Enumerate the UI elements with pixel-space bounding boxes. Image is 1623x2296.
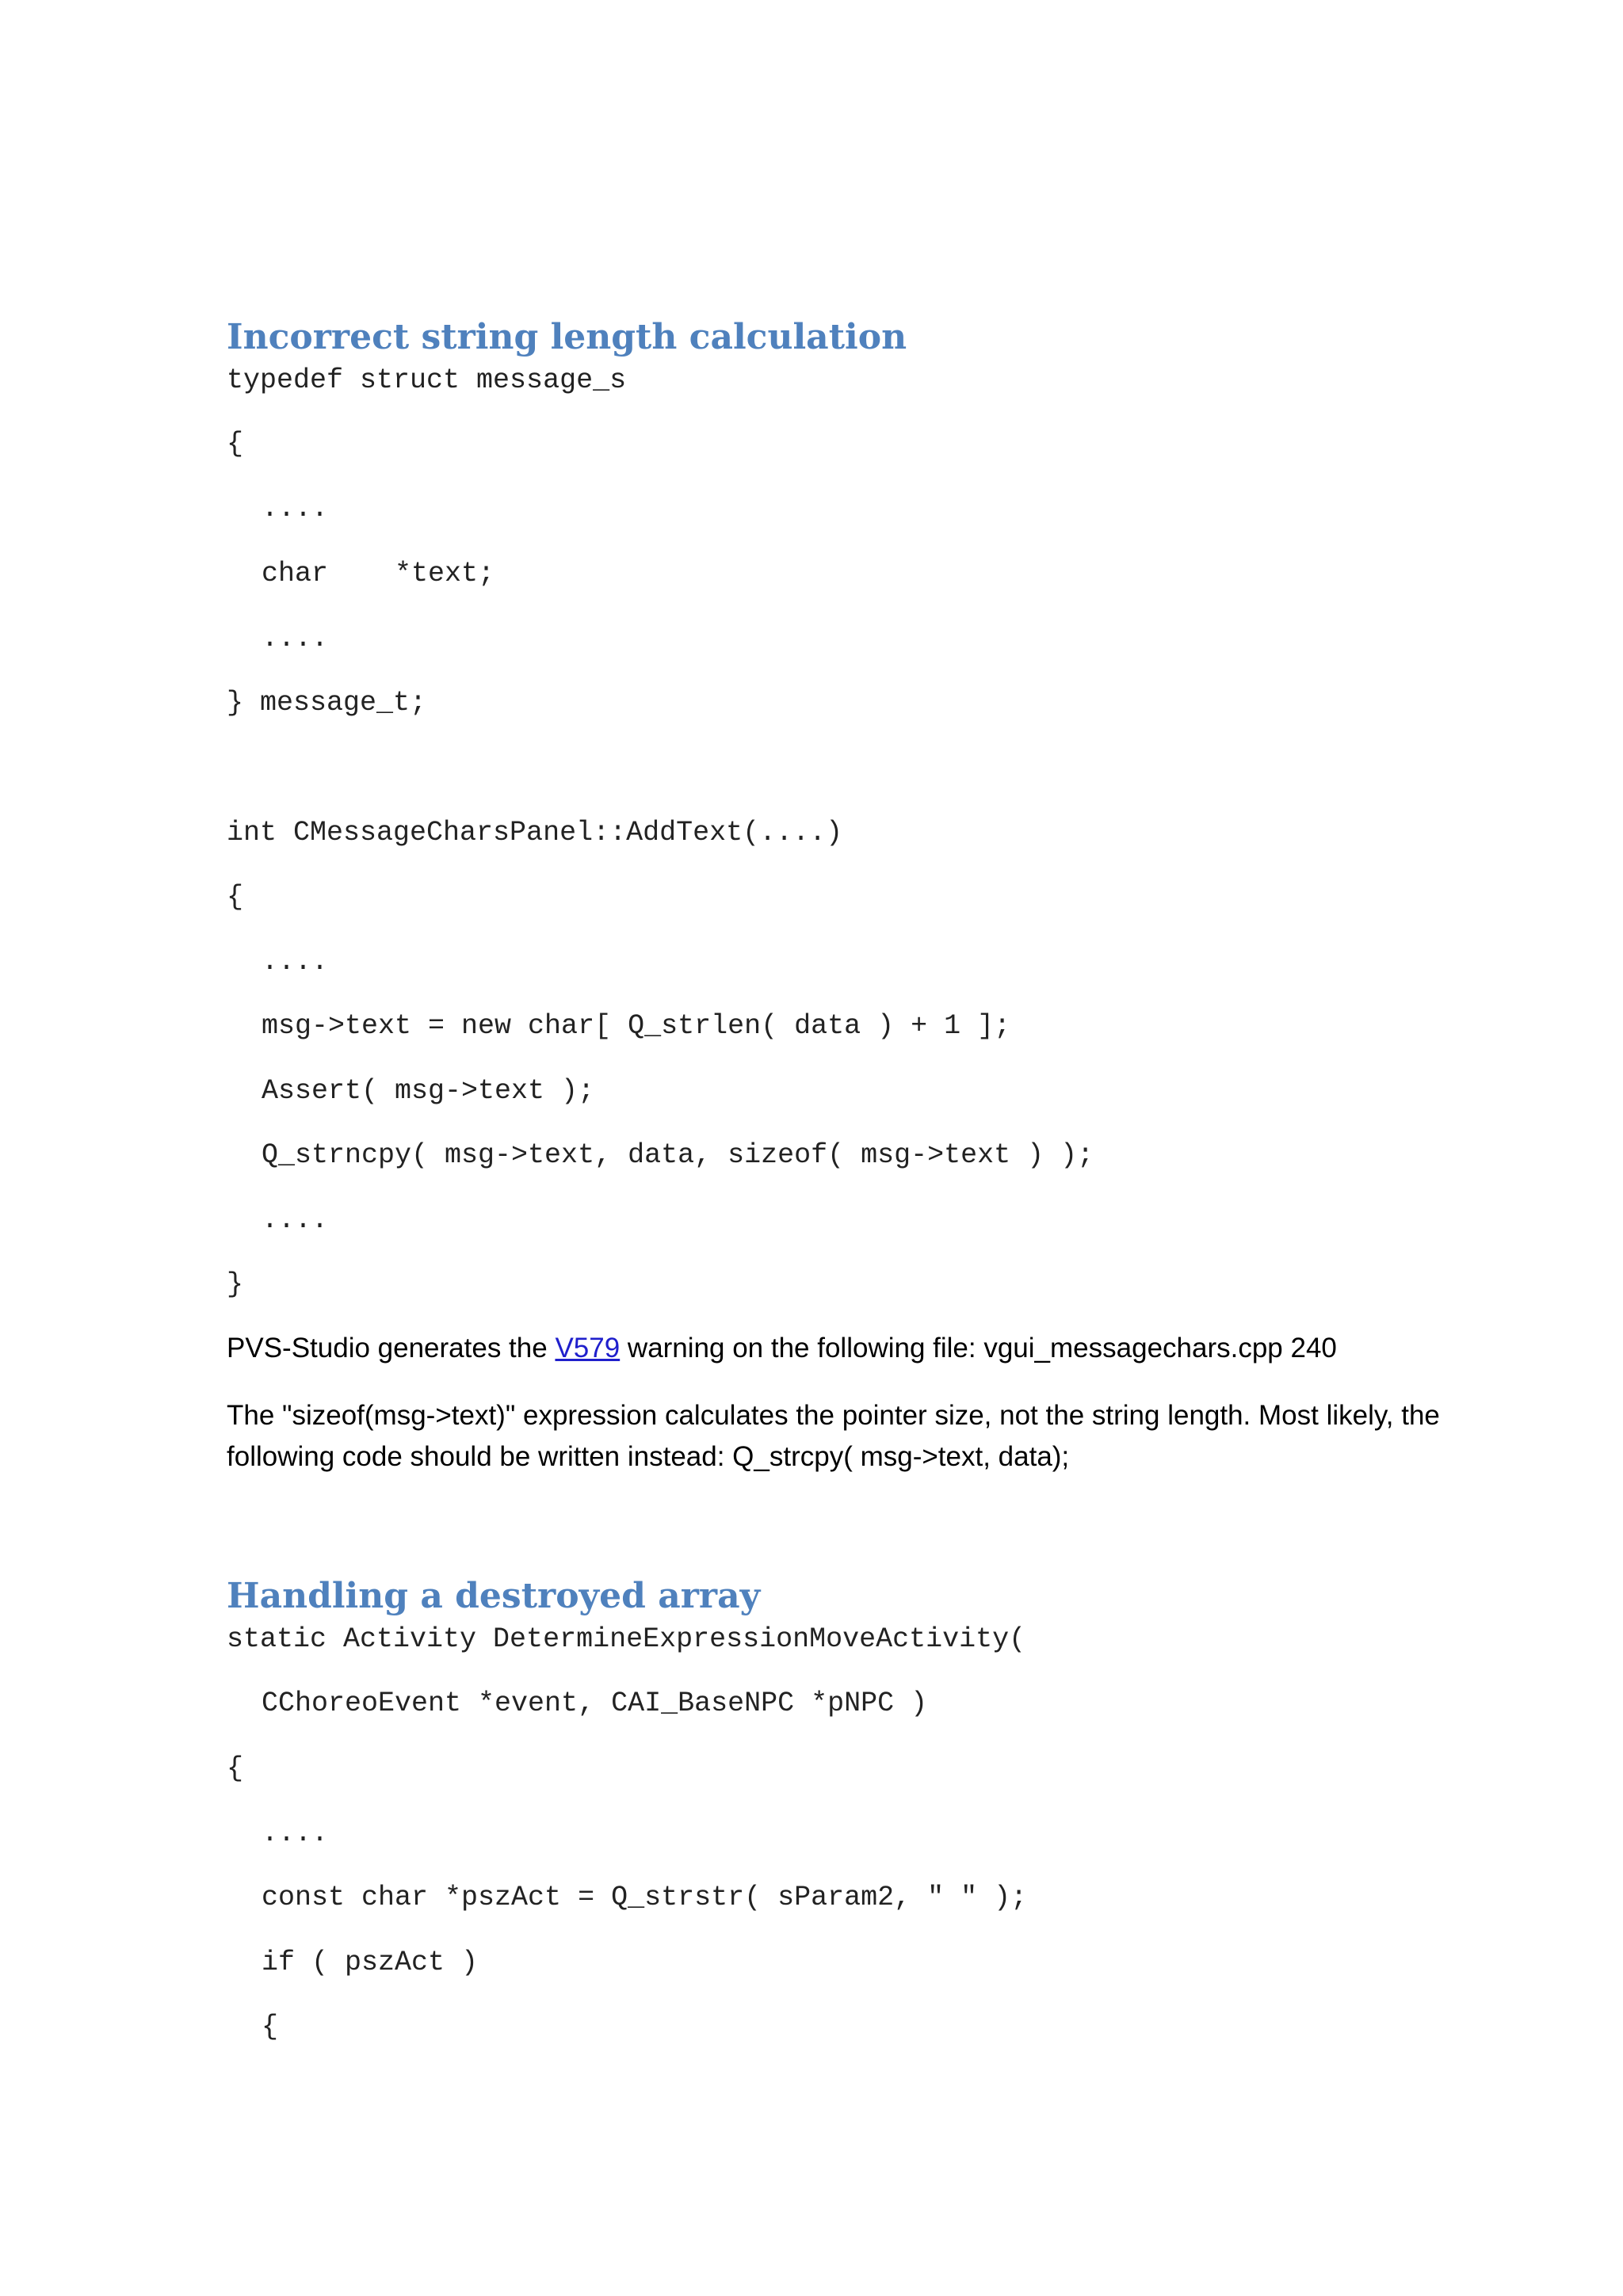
- code-line: CChoreoEvent *event, CAI_BaseNPC *pNPC ): [262, 1688, 928, 1719]
- code-line: ....: [262, 1817, 329, 1849]
- warning-paragraph: [227, 1328, 1447, 1369]
- code-line: } message_t;: [227, 687, 427, 719]
- code-line: static Activity DetermineExpressionMoveActivity(: [227, 1623, 1026, 1655]
- code-line: Q_strncpy( msg->text, data, sizeof( msg->text ) );: [262, 1139, 1094, 1171]
- warning-text-after: warning on the following file: vgui_messagechars.cpp 240: [620, 1333, 1337, 1363]
- code-line: Assert( msg->text );: [262, 1075, 595, 1107]
- code-line: }: [227, 1268, 244, 1300]
- section-heading: Incorrect string length calculation: [227, 317, 907, 357]
- code-line: char *text;: [262, 558, 495, 589]
- code-line: int CMessageCharsPanel::AddText(....): [227, 817, 843, 849]
- code-line: ....: [262, 946, 329, 978]
- code-line: {: [262, 2011, 279, 2042]
- code-line: ....: [262, 623, 329, 654]
- code-line: ....: [262, 1204, 329, 1236]
- code-line: msg->text = new char[ Q_strlen( data ) + 1 ];: [262, 1010, 1011, 1042]
- code-line: {: [227, 428, 244, 460]
- v579-link[interactable]: V579: [555, 1333, 621, 1363]
- code-line: {: [227, 1753, 244, 1784]
- code-line: ....: [262, 493, 329, 524]
- explanation-paragraph: The "sizeof(msg->text)" expression calculates the pointer size, not the string length. Most likely, the following code should be written instead: Q_strcpy( msg->text, data);: [227, 1400, 1440, 1472]
- code-line: {: [227, 881, 244, 913]
- section-heading: Handling a destroyed array: [227, 1576, 761, 1616]
- code-line: if ( pszAct ): [262, 1947, 479, 1978]
- warning-text-before: PVS-Studio generates the: [227, 1333, 556, 1363]
- code-line: typedef struct message_s: [227, 364, 627, 396]
- code-line: const char *pszAct = Q_strstr( sParam2, " " );: [262, 1882, 1028, 1913]
